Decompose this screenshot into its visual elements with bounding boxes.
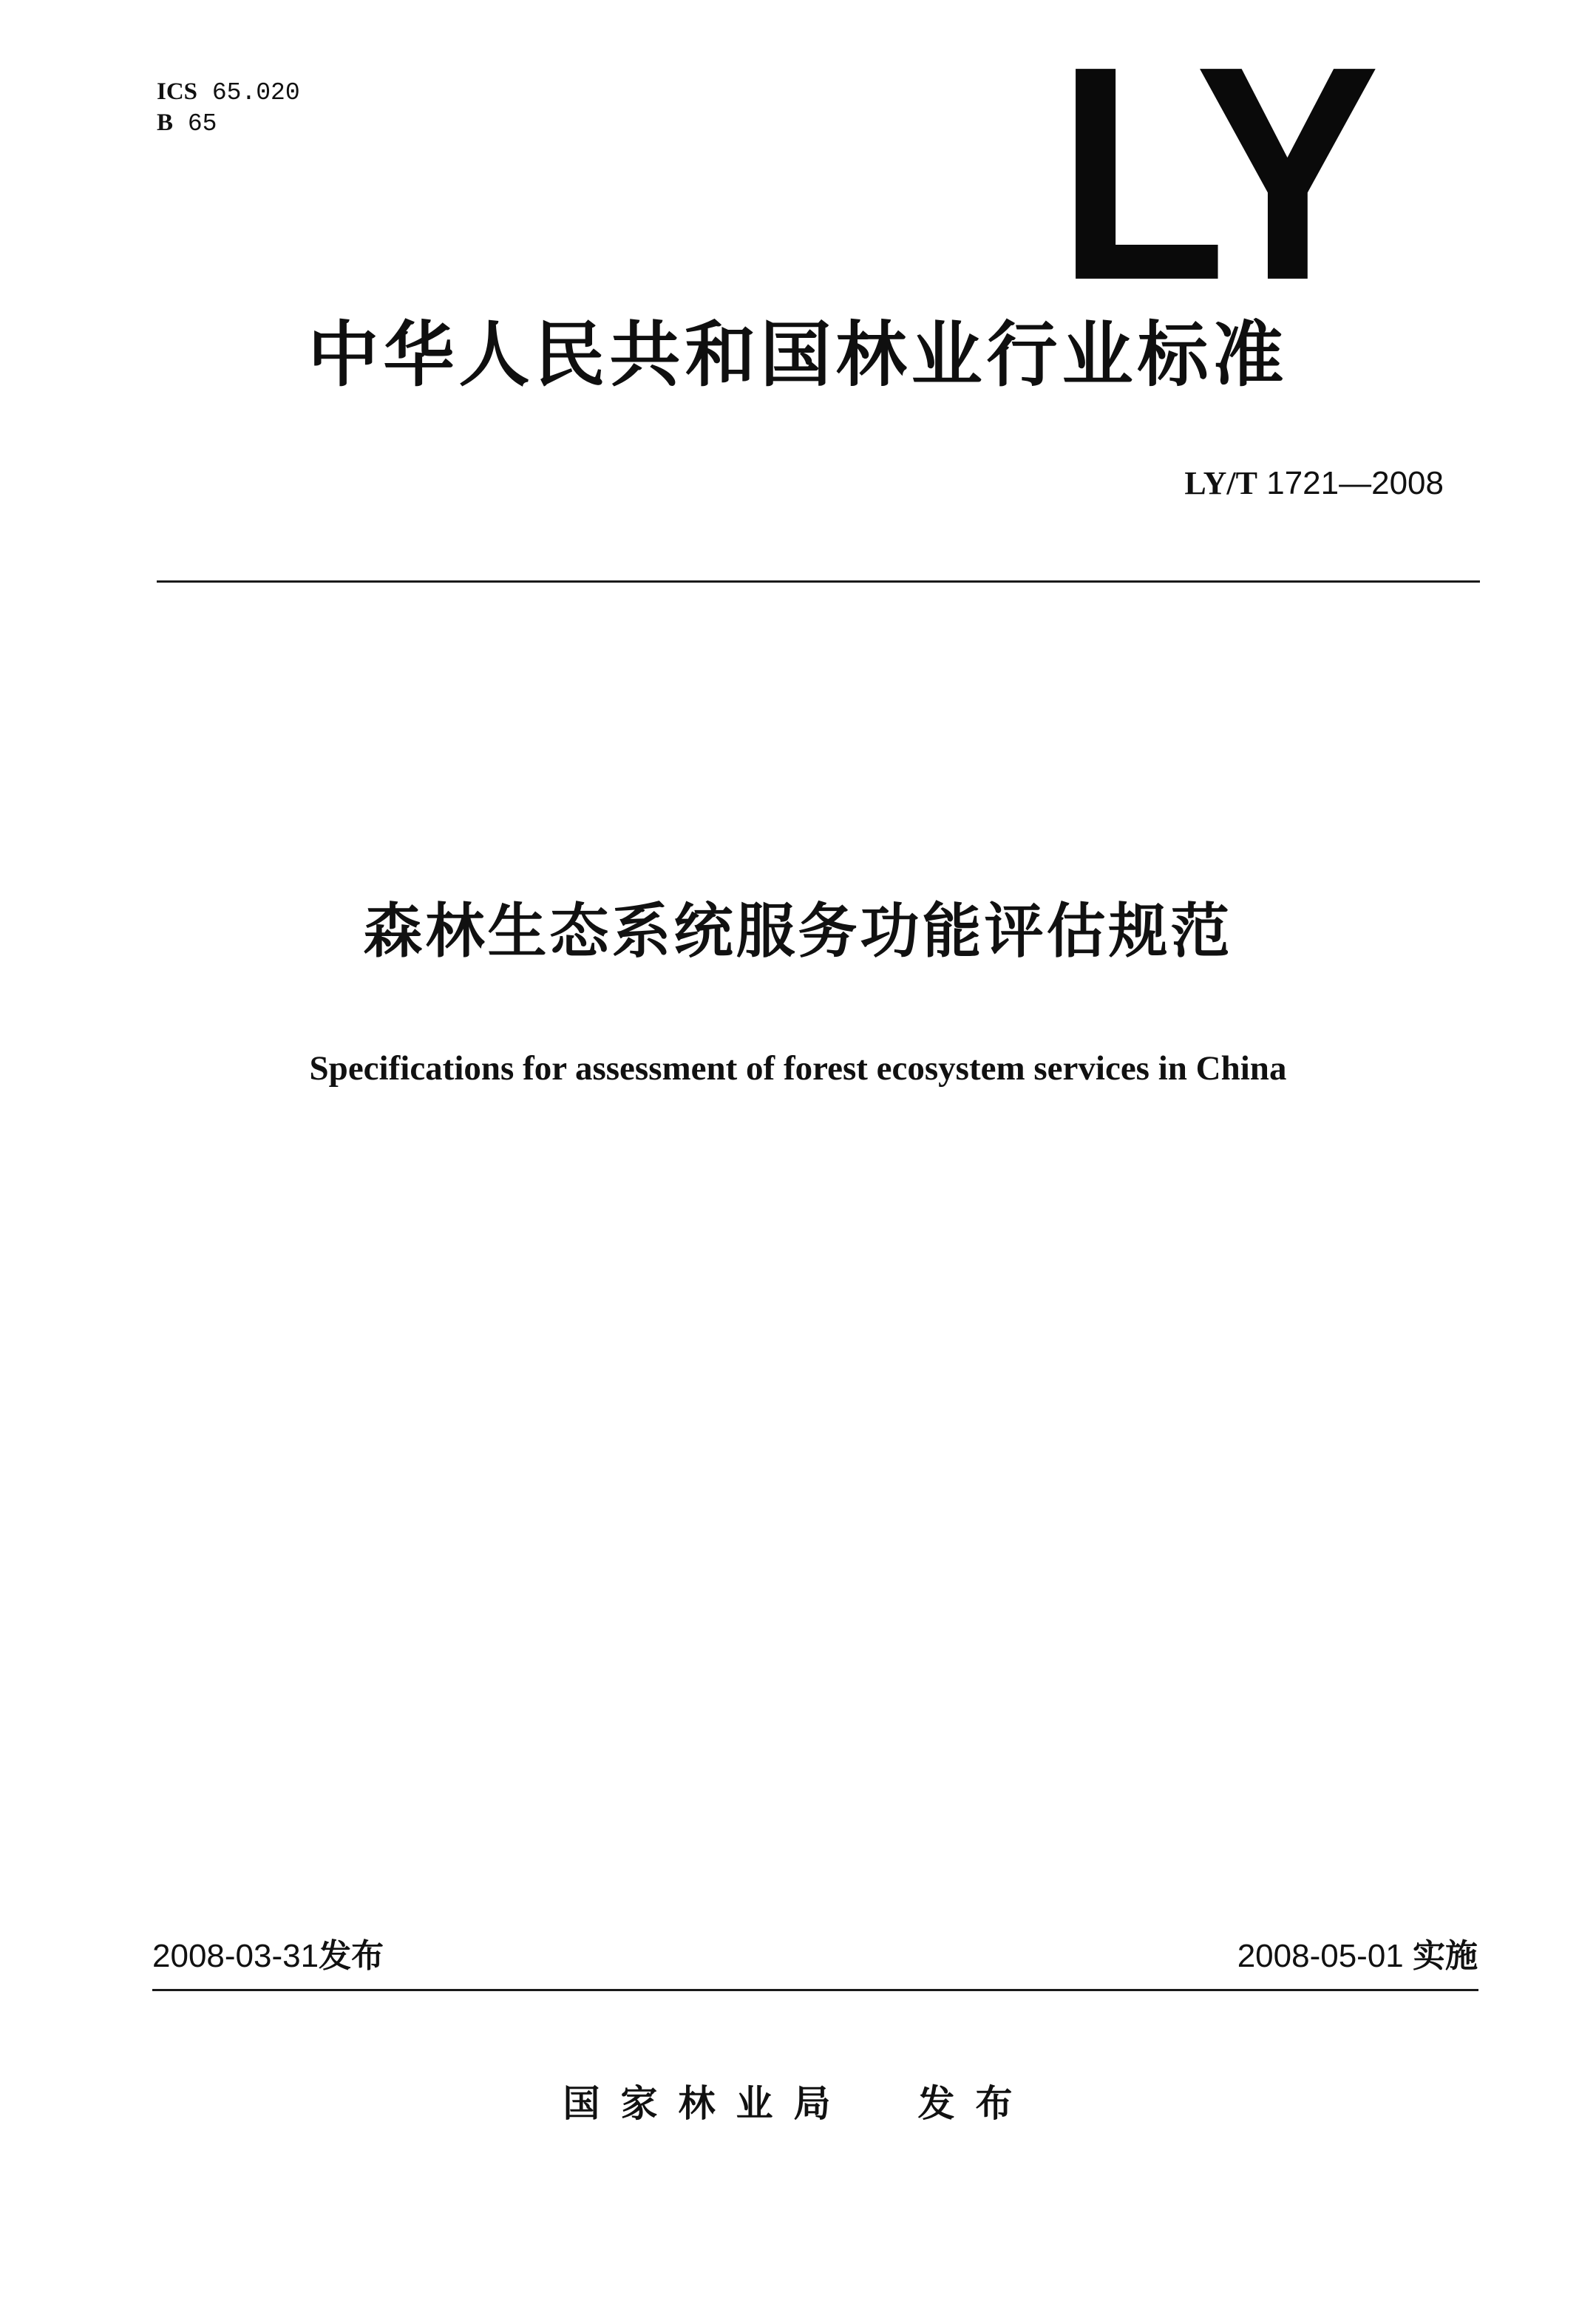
implementation-date [1237,1935,1478,1978]
ics-code-row [157,77,300,108]
document-title-english: Specifications for assessment of forest ecosystem services in China [309,1049,1287,1088]
ccs-label: B [157,109,174,136]
publisher-organization: 国家林业局 [563,2082,852,2125]
ccs-code: 65 [187,110,217,138]
ccs-code-row [157,108,300,139]
footer-divider [152,1989,1478,1991]
publisher-line [0,2078,1596,2129]
issue-date-label: 发布 [319,1937,384,1975]
ics-code: 65.020 [211,79,300,106]
classification-codes [157,77,300,139]
implementation-date-value: 2008-05-01 [1237,1938,1404,1974]
header-divider [157,580,1480,583]
standard-number-value: 1721—2008 [1266,465,1444,501]
standard-number-prefix: LY/T [1184,465,1257,501]
ly-brand-mark: LY [1057,4,1374,344]
issue-date-value: 2008-03-31 [152,1938,319,1974]
publisher-action: 发布 [917,2082,1033,2125]
issue-date [152,1935,384,1978]
implementation-date-label: 实施 [1413,1937,1478,1975]
standard-number [1184,463,1444,504]
standard-series-title: 中华人民共和国林业行业标准 [308,313,1288,396]
ics-label: ICS [157,78,198,105]
document-title-chinese: 森林生态系统服务功能评估规范 [363,897,1233,966]
